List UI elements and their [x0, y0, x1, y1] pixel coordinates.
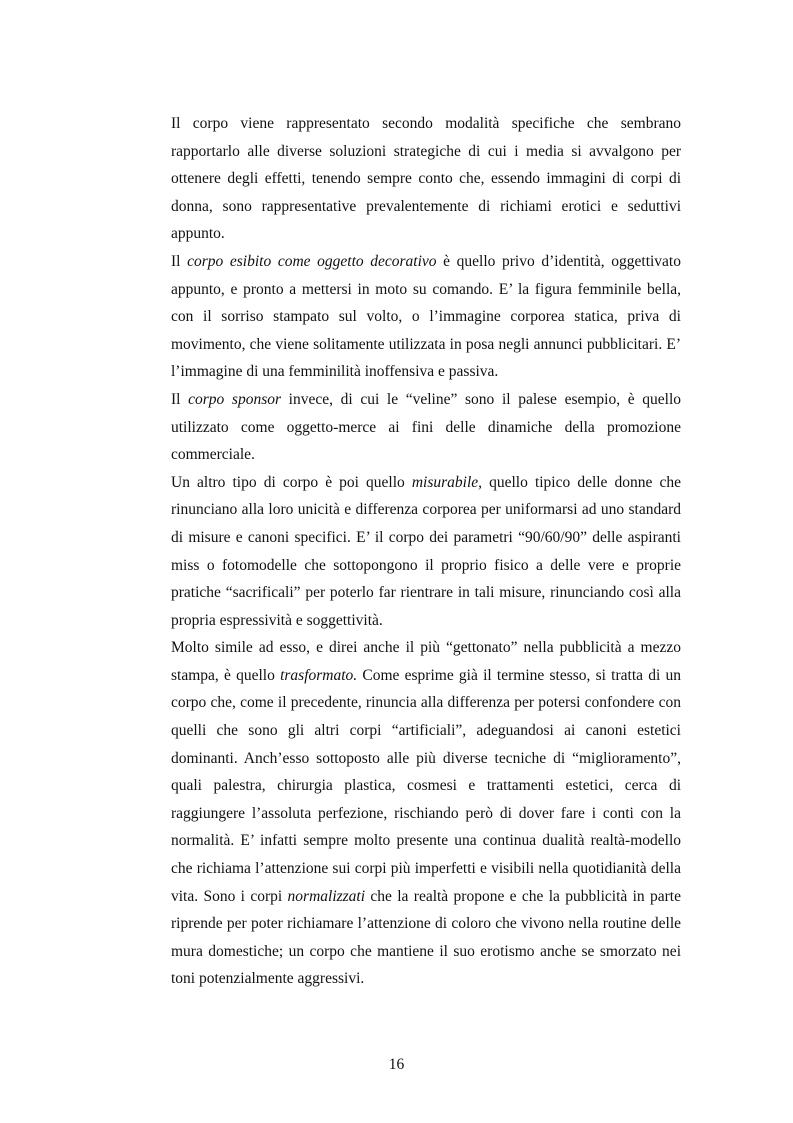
text-run: Un altro tipo di corpo è poi quello [171, 473, 412, 491]
italic-term: trasformato. [280, 666, 358, 684]
italic-term: corpo sponsor [188, 390, 282, 408]
text-run: invece, di cui le “veline” sono il palese esempio, è quello utilizzato come oggetto-merce ai fini delle dinamiche della promozione commerciale. [171, 390, 682, 464]
text-run: è quello privo d’identità, oggettivato appunto, e pronto a mettersi in moto su comando. E’ la figura femminile bella, con il sorriso stampato sul volto, o l’immagine corporea statica, priva di movimento, che viene solitamente utilizzata in posa negli annunci pubblicitari. E’ l’immagine di una femminilità inoffensiva e passiva. [171, 252, 681, 381]
paragraph-sponsor-body [171, 386, 681, 469]
text-run: Come esprime già il termine stesso, si tratta di un corpo che, come il precedente, rinuncia alla differenza per potersi confondere con quelli che sono gli altri corpi “artificiali”, adeguandosi ai canoni estetici dominanti. Anch’esso sottoposto alle più diverse tecniche di “miglioramento”, quali palestra, chirurgia plastica, cosmesi e trattamenti estetici, cerca di raggiungere l’assoluta perfezione, rischiando però di dover fare i conti con la normalità. E’ infatti sempre molto presente una continua dualità realtà-modello che richiama l’attenzione sui corpi più imperfetti e visibili nella quotidianità della vita. Sono i corpi [171, 666, 682, 905]
paragraph-intro [171, 110, 681, 248]
text-run: quello tipico delle donne che rinunciano alla loro unicità e differenza corporea per uniformarsi ad uno standard di misure e canoni specifici. E’ il corpo dei parametri “90/60/90” delle aspiranti miss o fotomodelle che sottopongono il proprio fisico a delle vere e proprie pratiche “sacrificali” per poterlo far rientrare in tali misure, rinunciando così alla propria espressività e soggettività. [171, 473, 681, 629]
paragraph-measurable-body [171, 469, 681, 635]
italic-term: corpo esibito come oggetto decorativo [187, 252, 437, 270]
text-run: Il [171, 390, 189, 408]
italic-term: normalizzati [287, 887, 366, 905]
text-run: che la realtà propone e che la pubblicità in parte riprende per poter richiamare l’attenzione di coloro che vivono nella routine delle mura domestiche; un corpo che mantiene il suo erotismo anche se smorzato nei toni potenzialmente aggressivi. [171, 887, 681, 988]
text-run: Il corpo viene rappresentato secondo modalità specifiche che sembrano rapportarlo alle diverse soluzioni strategiche di cui i media si avvalgono per ottenere degli effetti, tenendo sempre conto che, essendo immagini di corpi di donna, sono rappresentative prevalentemente di richiami erotici e seduttivi appunto. [171, 115, 681, 243]
text-run: Molto simile ad esso, e direi anche il più “gettonato” nella pubblicità a mezzo stampa, è quello [171, 639, 681, 684]
paragraph-decorative-body [171, 248, 681, 386]
text-run: Il [171, 252, 188, 270]
paragraph-transformed-body [171, 634, 681, 993]
italic-term: misurabile, [411, 473, 483, 491]
page-number: 16 [388, 1056, 405, 1073]
body-text [171, 110, 681, 993]
